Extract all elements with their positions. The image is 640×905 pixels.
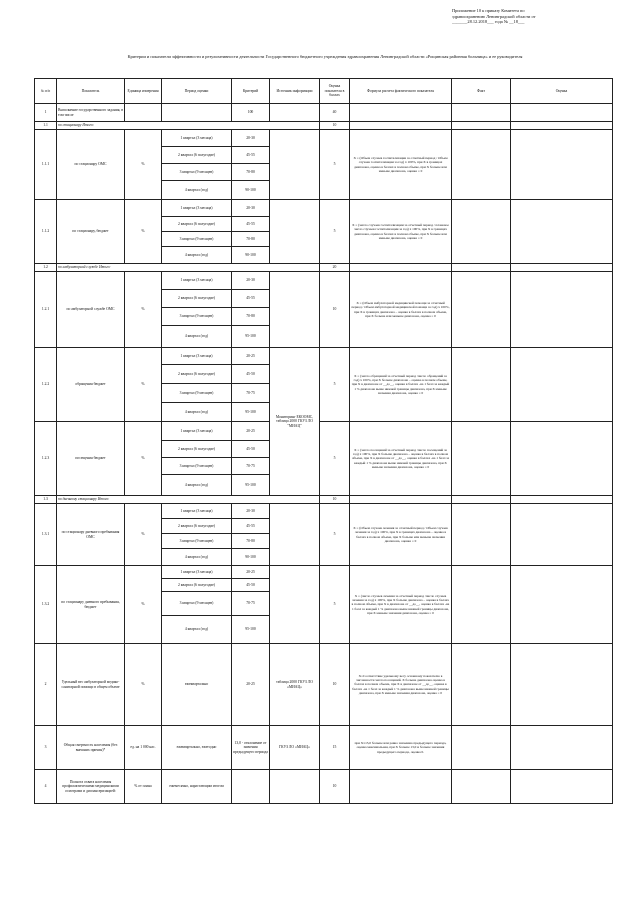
criterion: 95-100 — [232, 403, 270, 422]
score: 10 — [320, 272, 350, 348]
unit: % — [125, 272, 162, 348]
score: 10 — [320, 644, 350, 726]
row-number: 1.1.2 — [35, 200, 57, 264]
criterion: 90-100 — [232, 181, 270, 200]
document-title: Критерии и показатели эффективности и результативности деятельности Государственного бюджетного учреждения здравоохранения Ленинградской области «Рощинская районная больница» и ее руководителя — [127, 54, 523, 59]
indicator-name: посещения бюджет — [57, 422, 125, 496]
period: 3 квартал (9 месяцев) — [162, 232, 232, 247]
period: 3 квартал (9 месяцев) — [162, 592, 232, 616]
score: 5 — [320, 422, 350, 496]
unit: % от плана — [125, 770, 162, 804]
criterion: 20-30 — [232, 200, 270, 217]
criterion: 95-100 — [232, 616, 270, 644]
period: 2 квартал (6 полугодие) — [162, 147, 232, 164]
table-row — [35, 200, 613, 217]
column-header: Оценка — [511, 79, 613, 104]
period: 1 квартал (3 месяца) — [162, 566, 232, 579]
criterion: 90-100 — [232, 549, 270, 566]
formula: X = (Объем случаев лечения за отчетный период / Объем случаев лечения за год) х 100%, при X в границах диапазона – оценка в баллах в полном объеме, при X больше или меньше значения диапазона, оценка = 0 — [350, 504, 452, 566]
formula: X = (число посещений за отчетный период /число посещений за год) х 100%, при X больше диапазона – оценка в баллах в полном объеме, при X в диапазоне от __до__, оценка в баллах -на 1 балл за каждый 1 % диапазона выше нижней границы диапазона, при X меньше значения диапазона, оценка = 0 — [350, 422, 452, 496]
criterion: 95-100 — [232, 475, 270, 496]
criterion: 20-25 — [232, 348, 270, 365]
criterion: 45-50 — [232, 579, 270, 592]
section-row — [35, 122, 613, 130]
period: ежеквартально — [162, 644, 232, 726]
indicator-name: по стационару ОМС — [57, 130, 125, 200]
period: 1 квартал (3 месяца) — [162, 422, 232, 441]
row-number: 1.2.1 — [35, 272, 57, 348]
column-header: Формула расчета фактического показателя — [350, 79, 452, 104]
period: 2 квартал (6 полугодие) — [162, 441, 232, 458]
criterion: 20-25 — [232, 566, 270, 579]
header-line-3: _______28.12.2018___ года № __18___ — [452, 19, 525, 25]
unit: % — [125, 348, 162, 422]
table-row — [35, 726, 613, 770]
indicator-name: по стационару дневного пребывания, бюджет — [57, 566, 125, 644]
criterion: 45-50 — [232, 365, 270, 384]
score: 20 — [320, 264, 350, 272]
period: 1 квартал (3 месяца) — [162, 272, 232, 290]
indicator-name: по стационару, бюджет — [57, 200, 125, 264]
formula: X = (Объем случаев госпитализации за отчетный период / Объем случаев госпитализации за год) х 100%, при X в границах диапазона, оценка в баллах в полном объеме, при X больше или меньше диапазона, оценка = 0 — [350, 130, 452, 200]
table-row — [35, 504, 613, 519]
period: 4 квартал (год) — [162, 326, 232, 348]
criterion: 70-80 — [232, 232, 270, 247]
criterion: 90-100 — [232, 247, 270, 264]
score: 5 — [320, 130, 350, 200]
period: 3 квартал (9 месяцев) — [162, 384, 232, 403]
criterion: 20-25 — [232, 644, 270, 726]
unit: % — [125, 504, 162, 566]
criterion: 45-50 — [232, 441, 270, 458]
period: 1 квартал (3 месяца) — [162, 504, 232, 519]
period: 3 квартал (9 месяцев) — [162, 534, 232, 549]
criterion: 100 — [232, 104, 270, 122]
score: 10 — [320, 770, 350, 804]
criterion: 13,0 - отклонение от значения предыдущего периода — [232, 726, 270, 770]
period: 4 квартал (год) — [162, 181, 232, 200]
score: 10 — [320, 122, 350, 130]
column-header: Показатель — [57, 79, 125, 104]
criterion: 95-100 — [232, 326, 270, 348]
section-row — [35, 264, 613, 272]
information-source: Мониторинг ЕКООМС, таблица 2000 ГКУЗ ЛО "МИАЦ" — [270, 348, 320, 496]
period: 4 квартал (год) — [162, 475, 232, 496]
column-header: Критерий — [232, 79, 270, 104]
period: 3 квартал (9 месяцев) — [162, 164, 232, 181]
column-header: Источник информации — [270, 79, 320, 104]
period: 3 квартал (9 месяцев) — [162, 308, 232, 326]
section-title: по амбулаторной службе Итого: — [57, 264, 320, 272]
unit: % — [125, 200, 162, 264]
indicator-name: по амбулаторной службе ОМС — [57, 272, 125, 348]
unit: % — [125, 566, 162, 644]
criterion: 70-75 — [232, 384, 270, 403]
table-row — [35, 272, 613, 290]
indicator-name: по стационару дневного пребывания ОМС — [57, 504, 125, 566]
period: 2 квартал (6 полугодие) — [162, 579, 232, 592]
period: 4 квартал (год) — [162, 403, 232, 422]
formula: X = (число случаев лечения за отчетный период /число случаев лечения за год) х 100%, при X больше диапазона – оценка в баллах в полном объеме, при X в диапазоне от __до__, оценка в баллах -на 1 балл за каждый 1 % диапазона выше нижней границы диапазона, при X меньше значения диапазона, оценка = 0 — [350, 566, 452, 644]
period: 1 квартал (3 месяца) — [162, 348, 232, 365]
period: 2 квартал (6 полугодие) — [162, 365, 232, 384]
criterion: 70-80 — [232, 534, 270, 549]
indicator-name: обращения бюджет — [57, 348, 125, 422]
table-header-row — [35, 79, 613, 104]
criterion: 45-55 — [232, 290, 270, 308]
formula: X = (Объем амбулаторной медицинской помощи за отчетный период / Объем амбулаторной медицинской помощи за год) х 100%, при X в границах диапазона – оценка в баллах в полном объеме, при X больше или меньше диапазона, оценка = 0 — [350, 272, 452, 348]
period: 2 квартал (6 полугодие) — [162, 217, 232, 232]
criterion: 20-30 — [232, 272, 270, 290]
score: 5 — [320, 200, 350, 264]
formula: при X≤13,0 больше или равно значению предыдущего периода, оценка максимальная, при X больше 13,0 и больше значения предыдущего периода, оценка 0. — [350, 726, 452, 770]
row-number: 1.3 — [35, 496, 57, 504]
row-number: 4 — [35, 770, 57, 804]
score: 15 — [320, 726, 350, 770]
period: 1 квартал (3 месяца) — [162, 130, 232, 147]
table-row — [35, 104, 613, 122]
period: 2 квартал (6 полугодие) — [162, 519, 232, 534]
row-number: 1.1.1 — [35, 130, 57, 200]
period: 4 квартал (год) — [162, 247, 232, 264]
score: 40 — [320, 104, 350, 122]
criterion: 45-55 — [232, 519, 270, 534]
column-header: Факт — [452, 79, 511, 104]
period: 4 квартал (год) — [162, 616, 232, 644]
period: 3 квартал (9 месяцев) — [162, 458, 232, 475]
criteria-table — [34, 78, 613, 804]
score: 10 — [320, 496, 350, 504]
information-source: ГКУЗ ЛО «МИАЦ» — [270, 726, 320, 770]
table-row — [35, 348, 613, 365]
indicator-name: Общая смертность населения (без внешних причин)* — [57, 726, 125, 770]
column-header: Единица измерения — [125, 79, 162, 104]
row-number: 3 — [35, 726, 57, 770]
formula: X = (число случаев госпитализации за отчетный период / плановое число случаев госпитализации за год) х 100%, при X в границах диапазона, оценка в баллах в полном объеме, при X больше или меньше диапазона, оценка = 0 — [350, 200, 452, 264]
table-row — [35, 770, 613, 804]
row-number: 2 — [35, 644, 57, 726]
formula: X = (число обращений за отчетный период /число обращений за год) х 100%, при X больше диапазона – оценка в полном объеме, при X в диапазоне от __до__, оценка в баллах -на 1 балл за каждый 1 % диапазона выше нижней границы диапазона, при X меньше значения диапазона, оценка = 0 — [350, 348, 452, 422]
order-header — [452, 8, 612, 25]
criterion: 20-30 — [232, 504, 270, 519]
formula: X=Соответствие удельному весу основному показателю в численности числа посещений. X больше диапазона оценка в баллах в полном объеме, при X в диапазоне от __до__, оценка в баллах -на 1 балл за каждый 1 % диапазона выше нижней границы диапазона, при X меньше значения диапазона, оценка = 0 — [350, 644, 452, 726]
row-number: 1.2 — [35, 264, 57, 272]
period: 2 квартал (6 полугодие) — [162, 290, 232, 308]
score: 5 — [320, 348, 350, 422]
criterion: 70-80 — [232, 164, 270, 181]
header-line-2: здравоохранению Ленинградской области от — [452, 13, 536, 19]
criterion: 20-30 — [232, 130, 270, 147]
score: 5 — [320, 504, 350, 566]
unit: % — [125, 422, 162, 496]
row-number: 1 — [35, 104, 57, 122]
table-row — [35, 422, 613, 441]
row-number: 1.2.2 — [35, 348, 57, 422]
column-header: № п/п — [35, 79, 57, 104]
indicator-name: Выполнение государственного задания, в том числе — [57, 104, 125, 122]
indicator-name: Полнота охвата населения профилактическими медицинскими осмотрами и диспансеризацией: — [57, 770, 125, 804]
table-row — [35, 130, 613, 147]
unit: % — [125, 130, 162, 200]
row-number: 1.3.1 — [35, 504, 57, 566]
section-title: по стационару Итого: — [57, 122, 320, 130]
period: 1 квартал (3 месяца) — [162, 200, 232, 217]
unit: % — [125, 644, 162, 726]
section-row — [35, 496, 613, 504]
indicator-name: Удельный вес амбулаторной медико-санитарной помощи в общем объеме — [57, 644, 125, 726]
criterion: 20-25 — [232, 422, 270, 441]
row-number: 1.2.3 — [35, 422, 57, 496]
unit: ед. на 1 000 нас. — [125, 726, 162, 770]
period: ежемесячно, нарастающим итогом — [162, 770, 232, 804]
score: 5 — [320, 566, 350, 644]
row-number: 1.1 — [35, 122, 57, 130]
period: ежеквартально, ежегодно — [162, 726, 232, 770]
table-row — [35, 566, 613, 579]
table-row — [35, 644, 613, 726]
criterion: 70-75 — [232, 458, 270, 475]
header-line-1: Приложение 10 к приказу Комитета по — [452, 8, 525, 13]
information-source: таблица 2000 ГКУЗ ЛО «МИАЦ» — [270, 644, 320, 726]
criterion: 70-80 — [232, 308, 270, 326]
criterion: 70-75 — [232, 592, 270, 616]
row-number: 1.3.2 — [35, 566, 57, 644]
criterion: 45-55 — [232, 217, 270, 232]
criterion: 45-55 — [232, 147, 270, 164]
section-title: по дневному стационару Итого: — [57, 496, 320, 504]
period: 4 квартал (год) — [162, 549, 232, 566]
column-header: Оценка показателя в баллах — [320, 79, 350, 104]
column-header: Период оценки — [162, 79, 232, 104]
